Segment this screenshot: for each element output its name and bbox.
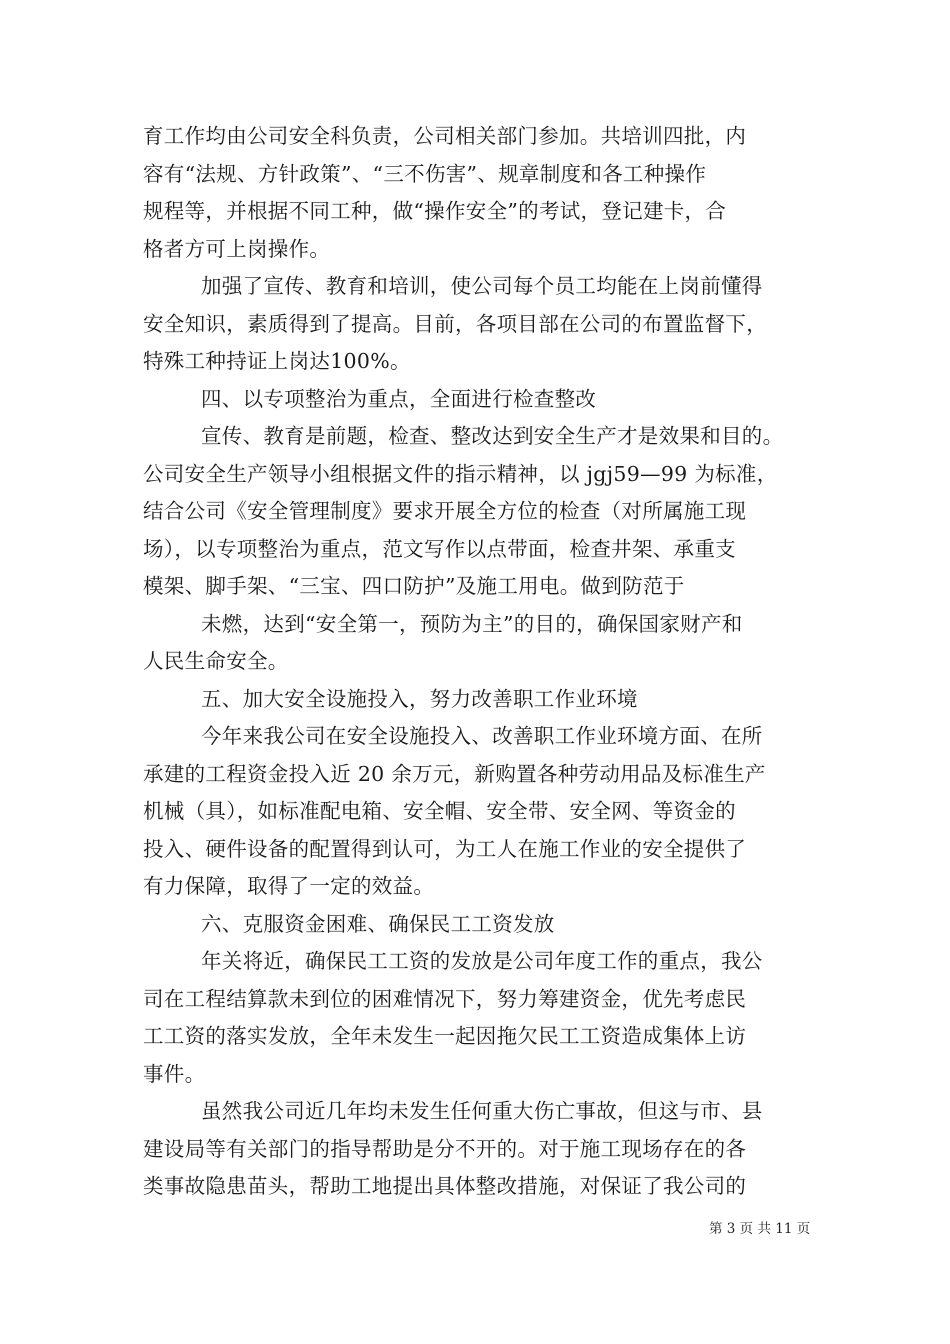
text-line: 场），以专项整治为重点，范文写作以点带面，检查井架、承重支	[143, 536, 736, 561]
text-line: 机械（具），如标准配电箱、安全帽、安全带、安全网、等资金的	[143, 799, 736, 823]
text-line: 公司安全生产领导小组根据文件的指示精神，以 jgj59—99 为标准，	[143, 461, 778, 486]
document-body	[143, 118, 813, 1206]
text-line: 四、以专项整治为重点，全面进行检查整改	[201, 386, 597, 411]
text-line: 司在工程结算款未到位的困难情况下，努力筹建资金，优先考虑民	[143, 986, 747, 1011]
text-line: 宣传、教育是前题，检查、整改达到安全生产才是效果和目的。	[201, 424, 784, 448]
text-line: 六、克服资金困难、确保民工工资发放	[201, 911, 555, 936]
text-line: 类事故隐患苗头，帮助工地提出具体整改措施，对保证了我公司的	[143, 1174, 747, 1198]
text-line: 五、加大安全设施投入，努力改善职工作业环境	[201, 686, 638, 711]
text-line: 承建的工程资金投入近 20 余万元，新购置各种劳动用品及标准生产	[143, 761, 766, 786]
text-line: 容有“法规、方针政策”、“三不伤害”、规章制度和各工种操作	[143, 161, 707, 186]
text-line: 人民生命安全。	[143, 649, 289, 673]
text-line: 建设局等有关部门的指导帮助是分不开的。对于施工现场存在的各	[143, 1136, 747, 1161]
text-line: 安全知识，素质得到了提高。目前，各项目部在公司的布置监督下，	[143, 311, 767, 336]
text-line: 规程等，并根据不同工种，做“操作安全”的考试，登记建卡，合	[143, 199, 727, 223]
text-line: 虽然我公司近几年均未发生任何重大伤亡事故，但这与市、县	[201, 1099, 763, 1123]
text-line: 工工资的落实发放，全年未发生一起因拖欠民工工资造成集体上访	[143, 1024, 747, 1048]
text-line: 模架、脚手架、“三宝、四口防护”及施工用电。做到防范于	[143, 574, 685, 598]
text-line: 年关将近，确保民工工资的发放是公司年度工作的重点，我公	[201, 949, 763, 973]
text-line: 投入、硬件设备的配置得到认可，为工人在施工作业的安全提供了	[143, 836, 747, 861]
page-number-footer: 第 3 页 共 11 页	[709, 1221, 811, 1237]
text-line: 育工作均由公司安全科负责，公司相关部门参加。共培训四批，内	[143, 124, 747, 148]
text-line: 事件。	[143, 1061, 206, 1086]
text-line: 加强了宣传、教育和培训，使公司每个员工均能在上岗前懂得	[201, 274, 763, 298]
text-line: 有力保障，取得了一定的效益。	[143, 874, 435, 898]
text-line: 结合公司《安全管理制度》要求开展全方位的检查（对所属施工现	[143, 499, 747, 523]
text-line: 格者方可上岗操作。	[143, 236, 331, 261]
text-line: 今年来我公司在安全设施投入、改善职工作业环境方面、在所	[201, 724, 763, 748]
text-line: 未燃，达到“安全第一，预防为主”的目的，确保国家财产和	[201, 611, 743, 636]
text-line: 特殊工种持证上岗达100%。	[143, 349, 411, 373]
